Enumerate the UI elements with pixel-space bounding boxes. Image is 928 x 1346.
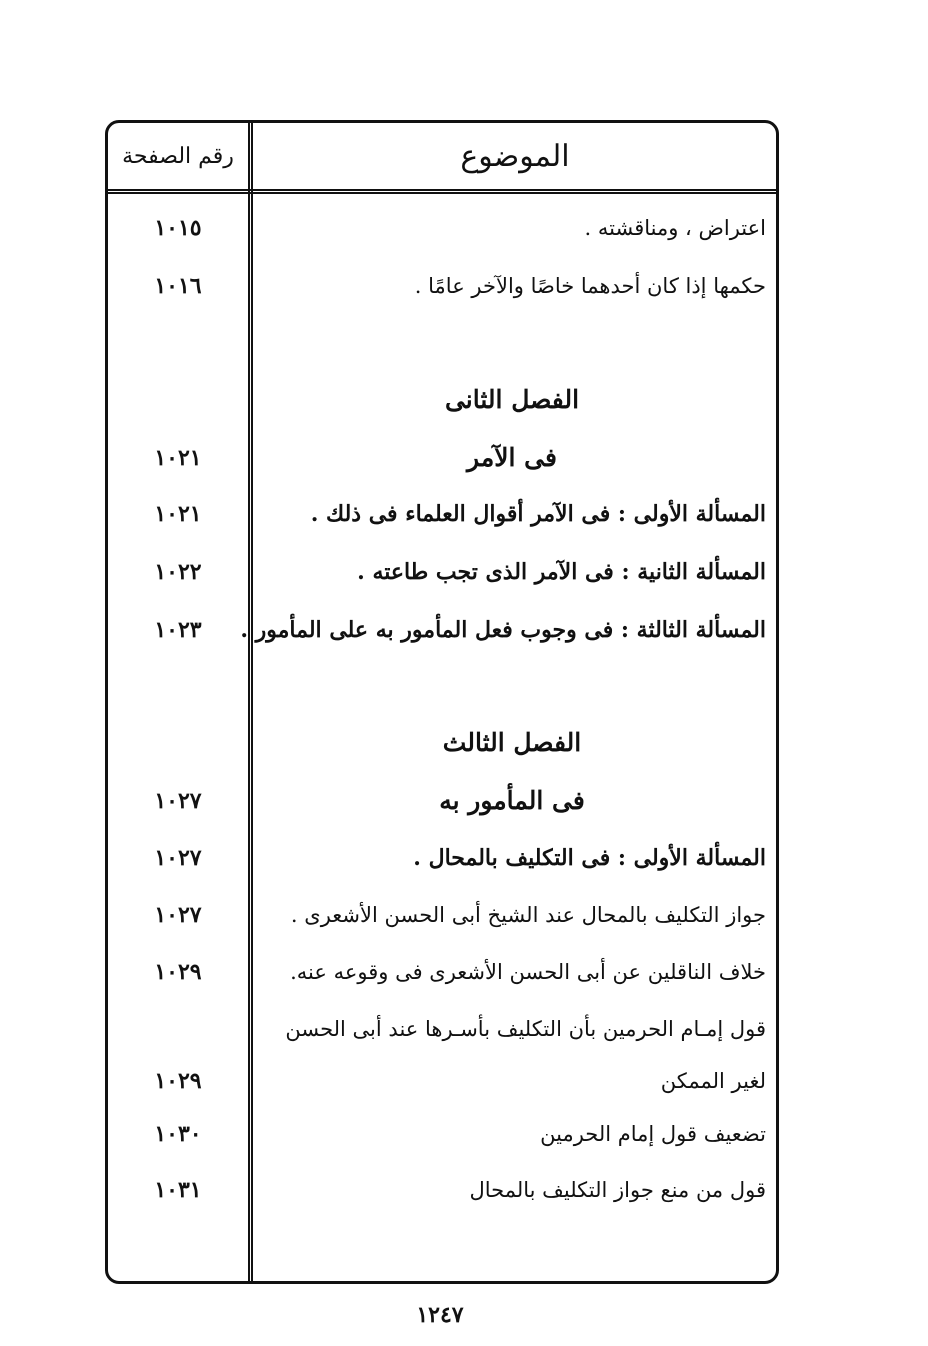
entry-page: ١٠١٦ [154, 273, 202, 299]
entry-topic: المسألة الثالثة : فى وجوب فعل المأمور به على المأمور . [240, 617, 766, 643]
entry-topic: المسألة الثانية : فى الآمر الذى تجب طاعته . [357, 559, 766, 585]
entry-topic: خلاف الناقلين عن أبى الحسن الأشعرى فى وقوعه عنه. [290, 960, 766, 984]
topic-column-header: الموضوع [460, 138, 570, 174]
entry-topic: جواز التكليف بالمحال عند الشيخ أبى الحسن الأشعرى . [290, 903, 766, 927]
entry-topic: حكمها إذا كان أحدهما خاصًا والآخر عامًا . [414, 274, 766, 298]
header-divider [108, 189, 776, 194]
chapter-title: الفصل الثانى [444, 385, 580, 414]
page-column-header: رقم الصفحة [122, 143, 234, 169]
entry-topic: قول إمـام الحرمين بأن التكليف بأسـرها عند أبى الحسن لغير الممكن [285, 1017, 766, 1093]
entry-page: ١٠٢١ [154, 501, 202, 527]
entry-page: ١٠٢٢ [154, 559, 202, 585]
entry-topic: المسألة الأولى : فى الآمر أقوال العلماء فى ذلك . [310, 501, 766, 527]
entry-page: ١٠٢٩ [154, 959, 202, 985]
entry-topic: قول من منع جواز التكليف بالمحال [469, 1178, 766, 1202]
contents-table [105, 120, 779, 1284]
entry-page: ١٠٢٧ [154, 845, 202, 871]
entry-topic: تضعيف قول إمام الحرمين [540, 1122, 766, 1146]
entry-page: ١٠٢٧ [154, 788, 202, 814]
entry-page: ١٠٣٠ [154, 1121, 202, 1147]
entry-page: ١٠٢٣ [154, 617, 202, 643]
chapter-subtitle: فى المأمور به [439, 786, 585, 815]
entry-page: ١٠٢٩ [154, 1068, 202, 1094]
entry-page: ١٠١٥ [154, 215, 202, 241]
entry-page: ١٠٢١ [154, 445, 202, 471]
chapter-title: الفصل الثالث [442, 728, 582, 757]
entry-topic: اعتراض ، ومناقشته . [584, 216, 766, 240]
chapter-subtitle: فى الآمر [467, 443, 557, 472]
entry-topic: المسألة الأولى : فى التكليف بالمحال . [413, 845, 766, 871]
column-divider [248, 123, 253, 1281]
entry-page: ١٠٣١ [154, 1177, 202, 1203]
page-number: ١٢٤٧ [416, 1302, 464, 1328]
entry-page: ١٠٢٧ [154, 902, 202, 928]
